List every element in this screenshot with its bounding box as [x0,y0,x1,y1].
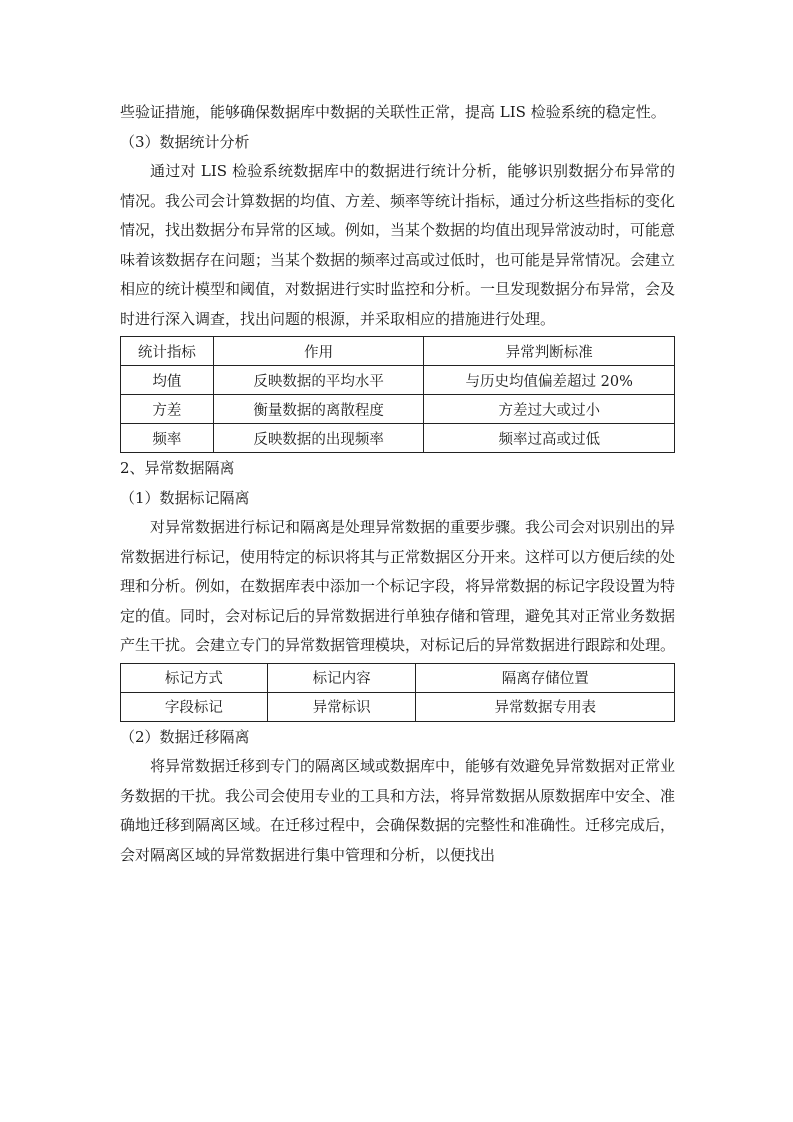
paragraph-migration: 将异常数据迁移到专门的隔离区域或数据库中，能够有效避免异常数据对正常业务数据的干扰。我公司会使用专业的工具和方法，将异常数据从原数据库中安全、准确地迁移到隔离区域。在迁移过程中，会确保数据的完整性和准确性。迁移完成后，会对隔离区域的异常数据进行集中管理和分析，以便找出 [120,757,676,864]
heading-statistics-analysis: （3）数据统计分析 [120,132,250,151]
marking-table [120,663,675,722]
header-cell: 统计指标 [121,337,214,366]
paragraph-statistics: 通过对 LIS 检验系统数据库中的数据进行统计分析，能够识别数据分布异常的情况。我公司会计算数据的均值、方差、频率等统计指标，通过分析这些指标的变化情况，找出数据分布异常的区域。例如，当某个数据的均值出现异常波动时，可能意味着该数据存在问题；当某个数据的频率过高或过低时，也可能是异常情况。会建立相应的统计模型和阈值，对数据进行实时监控和分析。一旦发现数据分布异常，会及时进行深入调查，找出问题的根源，并采取相应的措施进行处理。 [120,162,676,328]
header-cell: 标记内容 [267,663,416,692]
paragraph-marking: 对异常数据进行标记和隔离是处理异常数据的重要步骤。我公司会对识别出的异常数据进行标记，使用特定的标识将其与正常数据区分开来。这样可以方便后续的处理和分析。例如，在数据库表中添加一个标记字段，将异常数据的标记字段设置为特定的值。同时，会对标记后的异常数据进行单独存储和管理，避免其对正常业务数据产生干扰。会建立专门的异常数据管理模块，对标记后的异常数据进行跟踪和处理。 [120,518,676,654]
document-content [120,98,675,870]
header-cell: 异常判断标准 [424,337,675,366]
header-cell: 标记方式 [121,663,268,692]
table-cell: 频率过高或过低 [424,424,675,453]
table-cell: 方差过大或过小 [424,395,675,424]
table-cell: 均值 [121,366,214,395]
table-header-row [121,663,675,692]
table-cell: 与历史均值偏差超过 20% [424,366,675,395]
table-row [121,692,675,721]
table-cell: 异常数据专用表 [416,692,675,721]
statistics-table [120,336,675,453]
table-cell: 字段标记 [121,692,268,721]
table-header-row [121,337,675,366]
table-cell: 频率 [121,424,214,453]
heading-data-marking: （1）数据标记隔离 [120,488,250,507]
table-cell: 异常标识 [267,692,416,721]
header-cell: 隔离存储位置 [416,663,675,692]
table-cell: 衡量数据的离散程度 [213,395,424,424]
paragraph-intro: 些验证措施，能够确保数据库中数据的关联性正常，提高 LIS 检验系统的稳定性。 [120,103,666,121]
heading-data-migration: （2）数据迁移隔离 [120,727,250,746]
table-row [121,366,675,395]
table-cell: 方差 [121,395,214,424]
table-cell: 反映数据的平均水平 [213,366,424,395]
header-cell: 作用 [213,337,424,366]
table-row [121,395,675,424]
heading-anomaly-isolation: 2、异常数据隔离 [120,459,235,477]
table-row [121,424,675,453]
table-cell: 反映数据的出现频率 [213,424,424,453]
